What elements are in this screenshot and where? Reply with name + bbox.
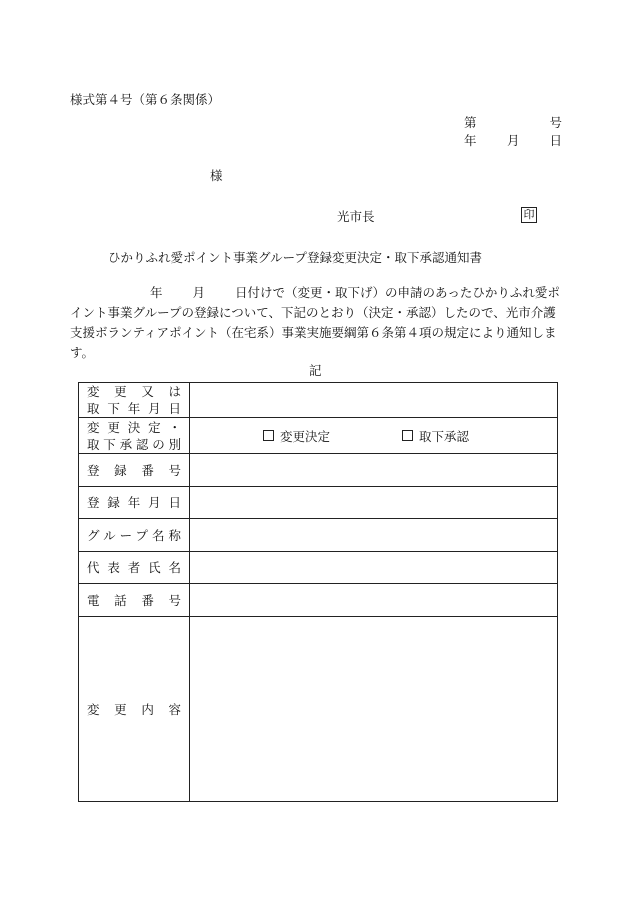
issue-number-prefix: 第: [464, 115, 477, 130]
table-row: [79, 552, 558, 584]
body-text: 日付けで（変更・取下げ）の申請のあったひかりふれ愛ポイント事業グループの登録について、下記のとおり（決定・承認）したので、光市介護支援ボランティアポイント（在宅系）事業実施要綱第６条第４項の規定により通知します。: [70, 285, 560, 360]
representative-name-cell[interactable]: [190, 552, 558, 584]
table-row: [79, 383, 558, 418]
addressee-honorific: 様: [210, 168, 223, 183]
row-label-line: 変更決定・: [87, 419, 181, 435]
withdraw-approval-label: 取下承認: [419, 428, 470, 444]
row-label-change-date: [79, 383, 190, 418]
issue-date-day: 日: [549, 133, 562, 148]
row-label-registration-number: [79, 454, 190, 487]
phone-number-cell[interactable]: [190, 584, 558, 617]
decision-type-cell: [190, 418, 558, 454]
body-date-year: 年: [150, 285, 163, 300]
issue-number-suffix: 号: [549, 115, 562, 130]
row-label-line: 変 更 内 容: [87, 701, 181, 717]
row-label-line: 登 録 番 号: [87, 462, 181, 478]
row-label-line: 代表者氏名: [87, 560, 181, 575]
change-decision-checkbox[interactable]: [263, 430, 274, 441]
issue-date-year: 年: [464, 133, 477, 148]
body-paragraph: [70, 283, 564, 363]
body-date-month: 月: [192, 285, 206, 300]
row-label-line: 取下年月日: [87, 401, 181, 416]
issue-date-month: 月: [507, 133, 520, 148]
document-title: ひかりふれ愛ポイント事業グループ登録変更決定・取下承認通知書: [108, 250, 483, 265]
registration-table: [78, 382, 558, 802]
registration-date-cell[interactable]: [190, 487, 558, 519]
table-row: [79, 584, 558, 617]
table-row: [79, 454, 558, 487]
issue-date: [464, 131, 562, 149]
change-decision-option[interactable]: [263, 427, 330, 445]
row-label-line: 登録年月日: [87, 495, 181, 510]
row-label-line: グループ名称: [87, 527, 181, 543]
seal-mark: [521, 206, 537, 223]
row-label-decision-type: [79, 418, 190, 454]
row-label-representative-name: [79, 552, 190, 584]
registration-number-cell[interactable]: [190, 454, 558, 487]
table-row: [79, 487, 558, 519]
ki-heading: 記: [309, 363, 322, 378]
row-label-phone-number: [79, 584, 190, 617]
table-row: [79, 418, 558, 454]
issue-number: [464, 113, 562, 131]
change-decision-label: 変更決定: [280, 428, 331, 444]
group-name-cell[interactable]: [190, 519, 558, 552]
withdraw-approval-option[interactable]: [402, 427, 469, 445]
seal-text: 印: [521, 207, 537, 223]
row-label-change-details: [79, 617, 190, 802]
row-label-line: 電 話 番 号: [87, 592, 181, 608]
withdraw-approval-checkbox[interactable]: [402, 430, 413, 441]
form-number: 様式第４号（第６条関係）: [70, 92, 221, 107]
table-row: [79, 519, 558, 552]
change-details-cell[interactable]: [190, 617, 558, 802]
row-label-line: 変 更 又 は: [87, 384, 181, 399]
row-label-line: 取下承認の別: [87, 436, 181, 452]
row-label-registration-date: [79, 487, 190, 519]
row-label-group-name: [79, 519, 190, 552]
change-date-cell[interactable]: [190, 383, 558, 418]
table-row: [79, 617, 558, 802]
issuer-title: 光市長: [337, 209, 375, 224]
decision-options: [190, 427, 557, 445]
